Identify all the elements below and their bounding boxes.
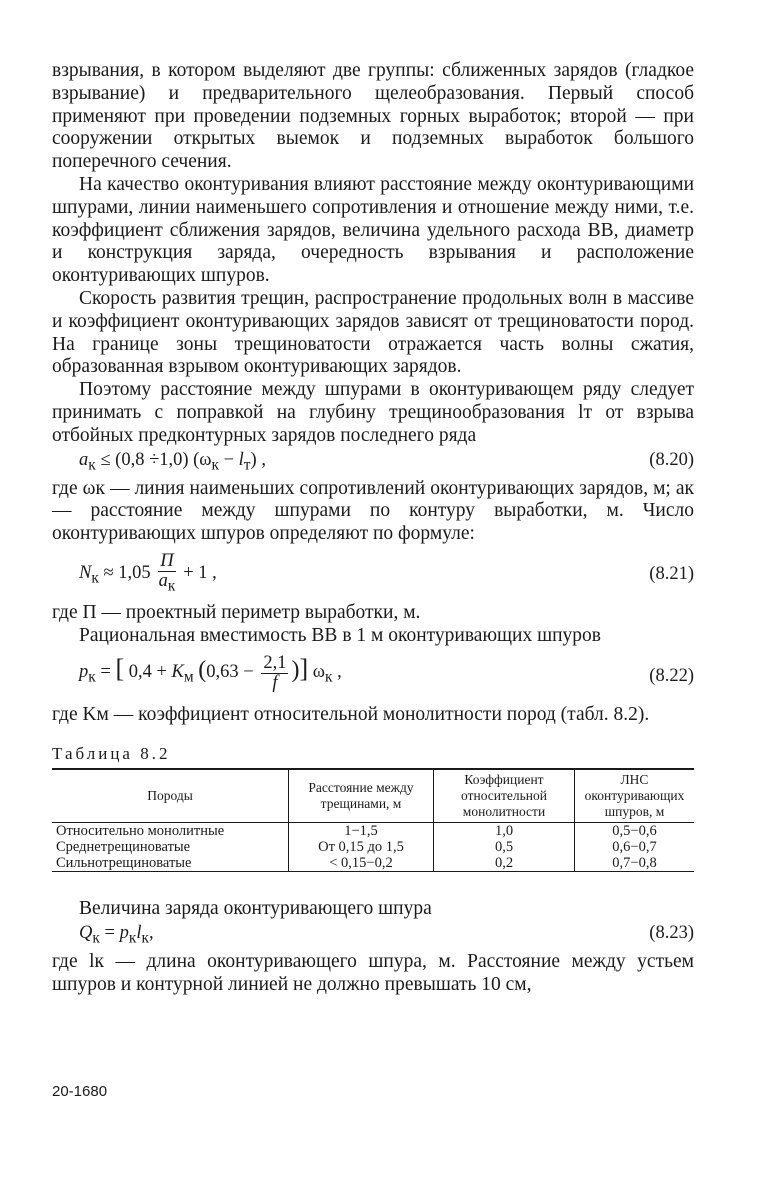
formula-8-22-expression: $p_к$ = [ $0,4 + K_м$ (0,63 − $\frac{2,1}{f}$ )] $\omega_к$ , <box>79 652 342 693</box>
paragraph-1: взрывания, в котором выделяют две группы: сближенных зарядов (гладкое взрывание) и предварительного щелеобразования. Первый способ применяют при проведении подземных горных выработок; второй — при сооружении открытых выемок и подземных выработок большого поперечного сечения. <box>52 60 694 173</box>
paragraph-3: Скорость развития трещин, распространение продольных волн в массиве и коэффициент оконтуривающих зарядов зависят от трещиноватости пород. На границе зоны трещиноватости отражается часть волны сжатия, образованная взрывом оконтуривающих зарядов. <box>52 287 694 378</box>
paragraph-4: Поэтому расстояние между шпурами в оконтуривающем ряду следует принимать с поправкой на глубину трещинообразования lт от взрыва отбойных предконтурных зарядов последнего ряда <box>52 379 694 446</box>
table-cell: Сильнотрещиноватые <box>52 855 289 872</box>
table-row <box>52 839 694 855</box>
table-cell: 0,6−0,7 <box>575 839 695 855</box>
formula-8-20 <box>79 450 694 474</box>
page-footer-signature: 20-1680 <box>52 1083 108 1100</box>
formula-8-21-number: (8.21) <box>649 563 694 584</box>
formula-8-23-number: (8.23) <box>649 923 694 944</box>
paragraph-5: где ωк — линия наименьших сопротивлений оконтуривающих зарядов, м; aк — расстояние между шпурами по контуру выработки, м. Число оконтуривающих шпуров определяют по формуле: <box>52 477 694 545</box>
table-cell: 0,7−0,8 <box>575 855 695 872</box>
formula-8-22-number: (8.22) <box>649 665 694 686</box>
paragraph-8: где Kм — коэффициент относительной монолитности пород (табл. 8.2). <box>52 703 650 725</box>
table-row <box>52 823 694 840</box>
table-cell: 0,2 <box>434 855 575 872</box>
table-8-2 <box>52 768 694 872</box>
table-cell: Среднетрещиноватые <box>56 839 191 856</box>
paragraph-9: Величина заряда оконтуривающего шпура <box>79 898 432 920</box>
formula-8-20-number: (8.20) <box>649 449 694 470</box>
table-row <box>52 855 694 872</box>
paragraph-7: Рациональная вместимость ВВ в 1 м оконтуривающих шпуров <box>79 624 602 646</box>
table-cell: Относительно монолитные <box>56 823 225 840</box>
formula-8-23-expression: $Q_к = p_кl_к$, <box>79 923 154 947</box>
formula-8-23 <box>79 923 694 947</box>
paragraph-10: где lк — длина оконтуривающего шпура, м. Расстояние между устьем шпуров и контурной линией не должно превышать 10 см, <box>52 951 694 995</box>
table-caption: Таблица 8.2 <box>52 744 171 764</box>
table-cell: От 0,15 до 1,5 <box>289 839 434 855</box>
table-header-row <box>52 769 694 823</box>
table-cell: 0,5 <box>434 839 575 855</box>
formula-8-21-expression: $N_к \approx 1,05$ $\frac{П}{a_к}$ + 1 , <box>79 550 217 595</box>
paragraph-2: На качество оконтуривания влияют расстояние между оконтуривающими шпурами, линии наименьшего сопротивления и отношение между ними, т.е. коэффициент сближения зарядов, величина удельного расхода ВВ, диаметр и конструкция заряда, очередность взрывания и расположение оконтуривающих шпуров. <box>52 173 694 287</box>
table-header-lns: ЛНС оконтуривающих шпуров, м <box>575 769 695 823</box>
formula-8-22 <box>79 654 694 700</box>
formula-8-21 <box>79 552 694 598</box>
table-cell: 1−1,5 <box>289 823 434 840</box>
table-header-crack-distance: Расстояние между трещинами, м <box>289 769 434 823</box>
table-header-monolith-coefficient: Коэффициент относительной монолитности <box>434 769 575 823</box>
page-content <box>52 60 694 997</box>
table-cell: 1,0 <box>434 823 575 840</box>
paragraph-6: где П — проектный периметр выработки, м. <box>52 601 421 623</box>
table-cell: < 0,15−0,2 <box>289 855 434 872</box>
table-cell: 0,5−0,6 <box>575 823 695 840</box>
table-header-rocks: Породы <box>52 769 289 823</box>
formula-8-20-expression: $a_к \le (0,8 \div 1,0) (\omega_к - l_т)$ , <box>79 449 266 474</box>
